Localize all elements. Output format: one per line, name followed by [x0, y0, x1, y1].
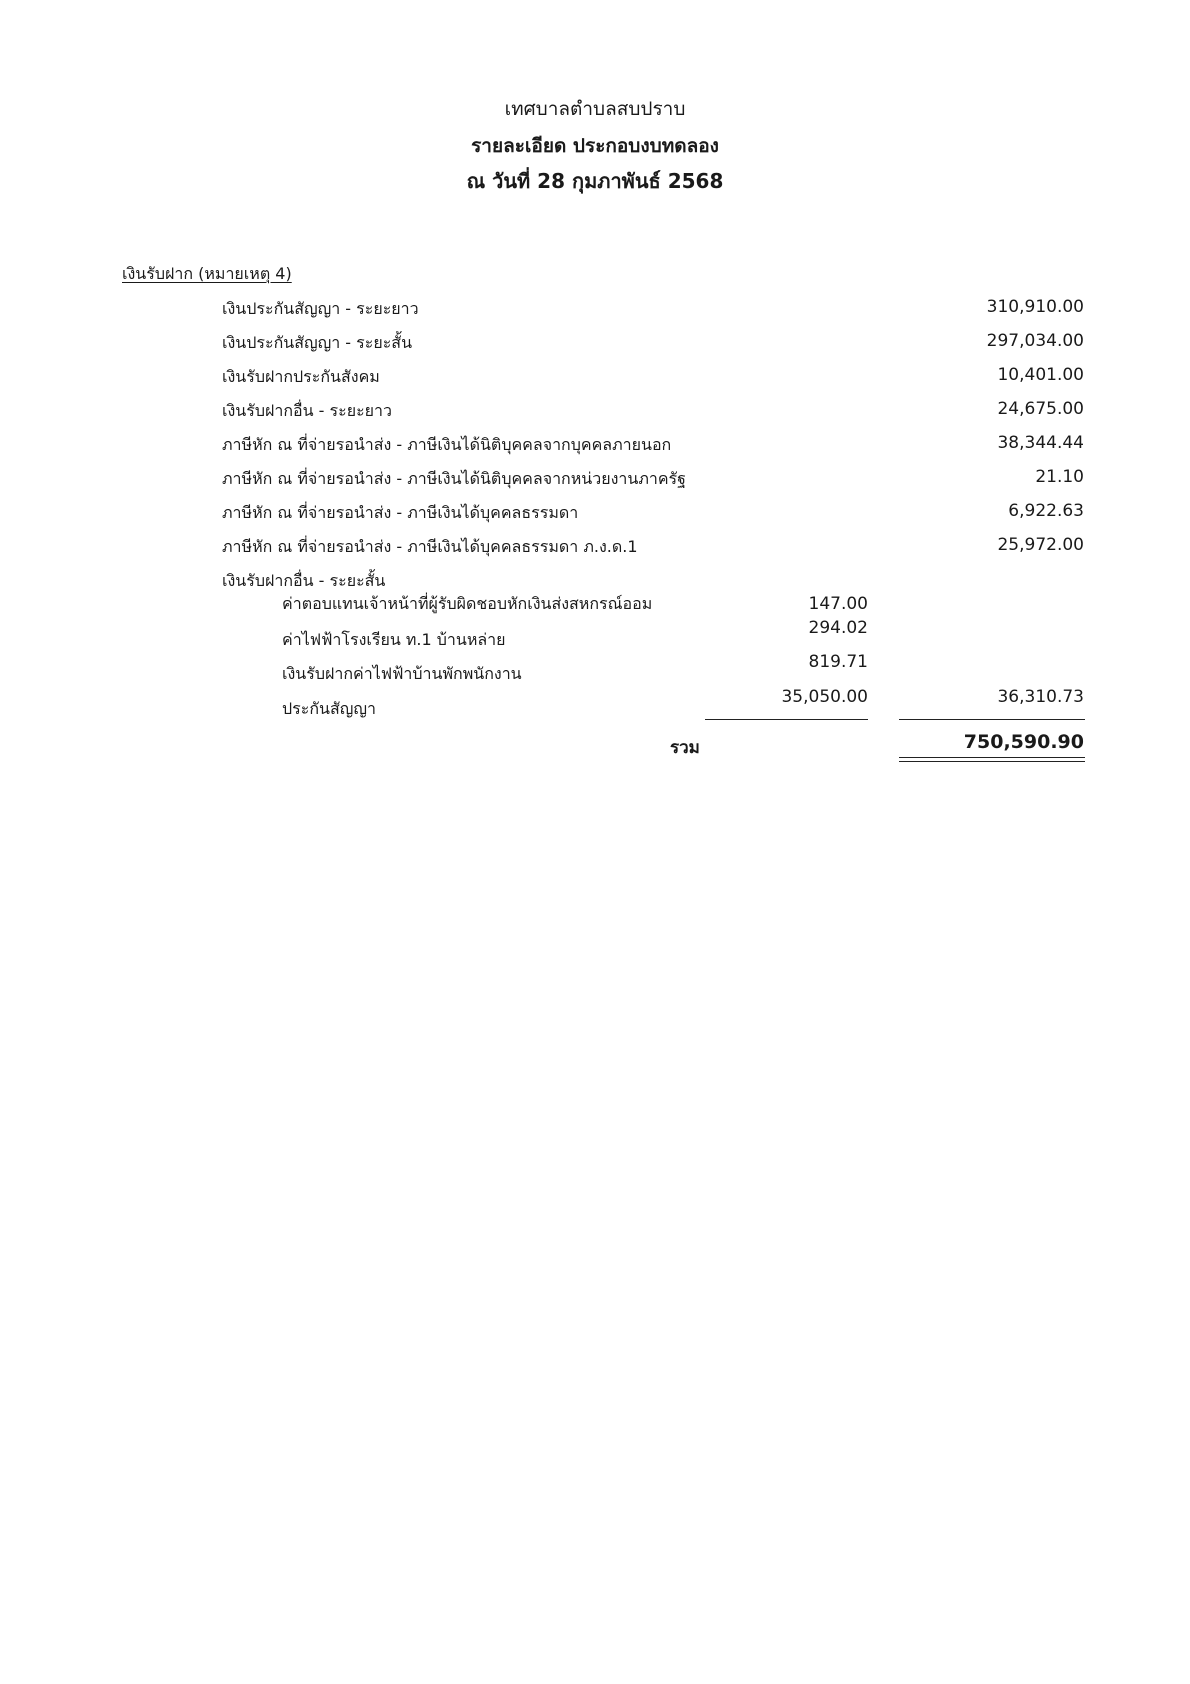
report-date: ณ วันที่ 28 กุมภาพันธ์ 2568 [466, 169, 724, 193]
sub-item-label: เงินรับฝากค่าไฟฟ้าบ้านพักพนักงาน [282, 664, 522, 683]
item-label: เงินประกันสัญญา - ระยะสั้น [222, 333, 413, 352]
sub-item-amount: 147.00 [808, 594, 868, 614]
list-item [0, 331, 1190, 357]
list-item [0, 501, 1190, 527]
sub-item-label: ประกันสัญญา [282, 699, 376, 718]
item-label: เงินรับฝากอื่น - ระยะยาว [222, 401, 393, 420]
list-item [0, 467, 1190, 493]
total-amount: 750,590.90 [963, 731, 1084, 753]
list-item [0, 297, 1190, 323]
item-label: เงินประกันสัญญา - ระยะยาว [222, 299, 419, 318]
organization-name: เทศบาลตำบลสบปราบ [504, 98, 686, 120]
subtotal-rule [705, 719, 868, 720]
sub-item-label: ค่าไฟฟ้าโรงเรียน ท.1 บ้านหล่าย [282, 630, 506, 649]
list-item [0, 399, 1190, 425]
total-double-rule [899, 757, 1085, 762]
report-title: รายละเอียด ประกอบงบทดลอง [471, 135, 719, 157]
item-label: ภาษีหัก ณ ที่จ่ายรอนำส่ง - ภาษีเงินได้บุคคลธรรมดา ภ.ง.ด.1 [222, 537, 638, 556]
item-label: ภาษีหัก ณ ที่จ่ายรอนำส่ง - ภาษีเงินได้นิติบุคคลจากบุคคลภายนอก [222, 435, 672, 454]
total-label: รวม [670, 738, 700, 758]
item-amount: 10,401.00 [997, 365, 1084, 385]
item-label: เงินรับฝากประกันสังคม [222, 367, 380, 386]
item-amount: 38,344.44 [997, 433, 1084, 453]
item-label: เงินรับฝากอื่น - ระยะสั้น [222, 571, 386, 590]
sub-list-item [0, 592, 1190, 618]
item-amount: 24,675.00 [997, 399, 1084, 419]
item-amount: 310,910.00 [986, 297, 1084, 317]
item-amount: 6,922.63 [1008, 501, 1084, 521]
list-item [0, 365, 1190, 391]
sub-item-amount: 294.02 [808, 618, 868, 638]
item-label: ภาษีหัก ณ ที่จ่ายรอนำส่ง - ภาษีเงินได้บุคคลธรรมดา [222, 503, 579, 522]
item-amount: 21.10 [1035, 467, 1084, 487]
sub-item-amount: 35,050.00 [781, 687, 868, 707]
list-item [0, 535, 1190, 561]
item-label: ภาษีหัก ณ ที่จ่ายรอนำส่ง - ภาษีเงินได้นิติบุคคลจากหน่วยงานภาครัฐ [222, 469, 686, 488]
total-rule [899, 719, 1085, 720]
list-item [0, 433, 1190, 459]
section-heading: เงินรับฝาก (หมายเหตุ 4) [122, 264, 292, 283]
sub-list-item [0, 652, 1190, 688]
subtotal-amount: 36,310.73 [997, 687, 1084, 707]
item-amount: 297,034.00 [986, 331, 1084, 351]
sub-item-label: ค่าตอบแทนเจ้าหน้าที่ผู้รับผิดชอบหักเงินส่งสหกรณ์ออม [282, 594, 653, 613]
sub-list-item [0, 618, 1190, 654]
item-amount: 25,972.00 [997, 535, 1084, 555]
sub-item-amount: 819.71 [808, 652, 868, 672]
